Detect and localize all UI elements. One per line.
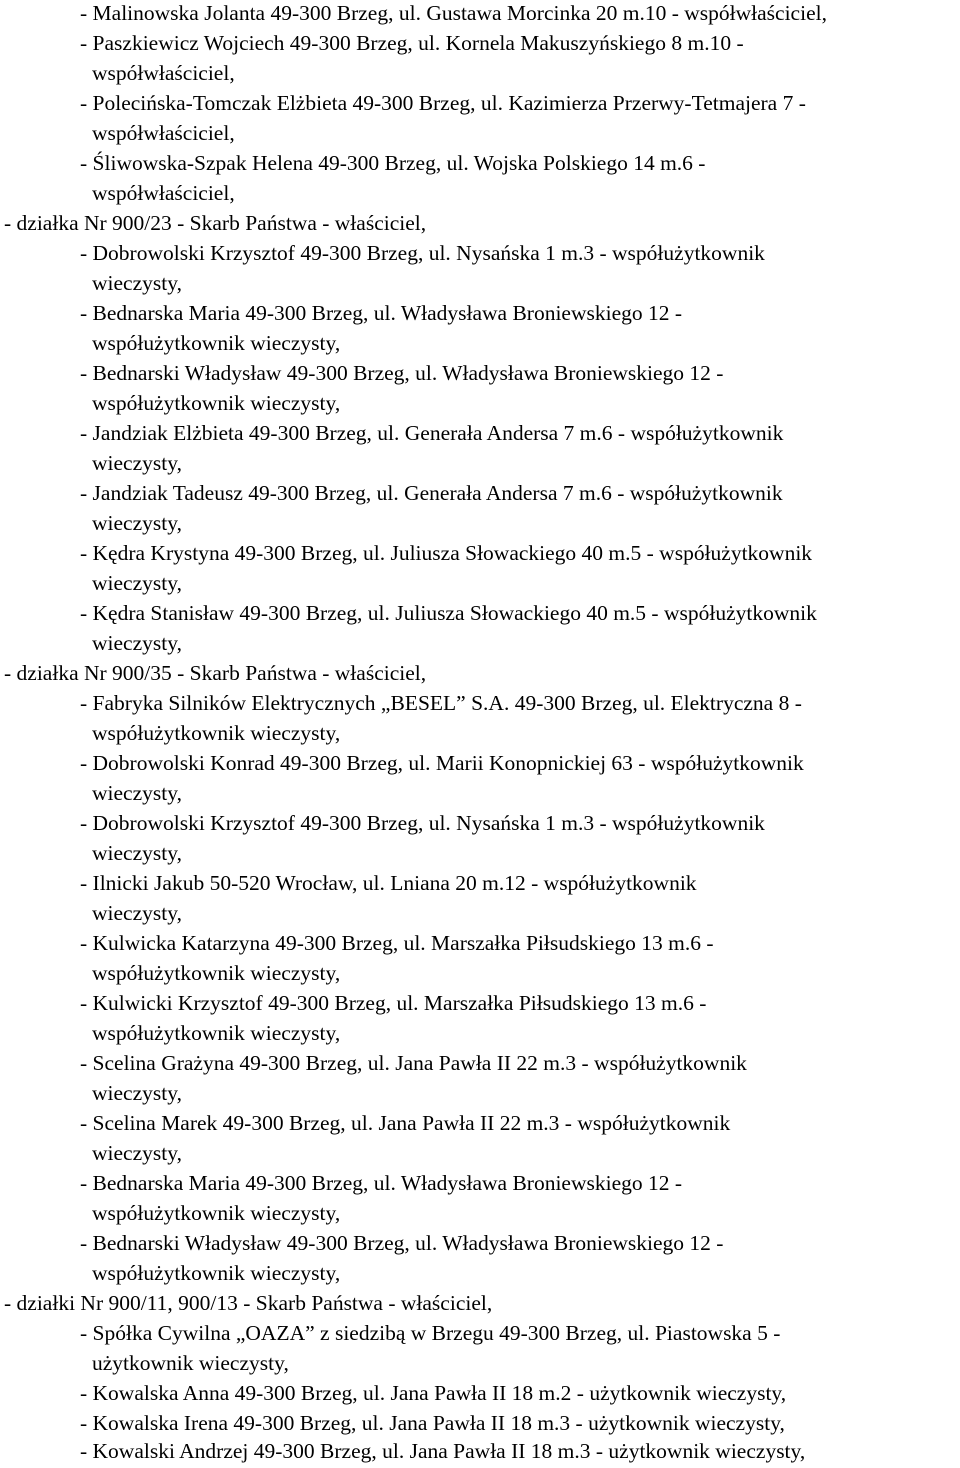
text-line: współużytkownik wieczysty, (92, 1261, 341, 1285)
text-line: - Jandziak Tadeusz 49-300 Brzeg, ul. Generała Andersa 7 m.6 - współużytkownik (80, 481, 783, 505)
text-line: - Dobrowolski Konrad 49-300 Brzeg, ul. Marii Konopnickiej 63 - współużytkownik (80, 751, 804, 775)
text-line: współużytkownik wieczysty, (92, 1021, 341, 1045)
parcel-heading: - działki Nr 900/11, 900/13 - Skarb Państwa - właściciel, (4, 1291, 493, 1315)
text-line: współużytkownik wieczysty, (92, 1201, 341, 1225)
text-line: - Kowalska Irena 49-300 Brzeg, ul. Jana Pawła II 18 m.3 - użytkownik wieczysty, (80, 1411, 785, 1435)
text-line: - Dobrowolski Krzysztof 49-300 Brzeg, ul. Nysańska 1 m.3 - współużytkownik (80, 811, 765, 835)
text-line: - Malinowska Jolanta 49-300 Brzeg, ul. Gustawa Morcinka 20 m.10 - współwłaściciel, (80, 1, 827, 25)
text-line: - Bednarska Maria 49-300 Brzeg, ul. Władysława Broniewskiego 12 - (80, 1171, 683, 1195)
text-line: wieczysty, (92, 1141, 182, 1165)
text-line: wieczysty, (92, 511, 182, 535)
text-line: wieczysty, (92, 451, 182, 475)
text-line: współużytkownik wieczysty, (92, 961, 341, 985)
text-line: współużytkownik wieczysty, (92, 331, 341, 355)
text-line: - Bednarski Władysław 49-300 Brzeg, ul. Władysława Broniewskiego 12 - (80, 1231, 724, 1255)
text-line: wieczysty, (92, 1081, 182, 1105)
text-line: - Kowalska Anna 49-300 Brzeg, ul. Jana Pawła II 18 m.2 - użytkownik wieczysty, (80, 1381, 787, 1405)
text-line: - Polecińska-Tomczak Elżbieta 49-300 Brzeg, ul. Kazimierza Przerwy-Tetmajera 7 - (80, 91, 806, 115)
text-line: współwłaściciel, (92, 121, 235, 145)
text-line: - Kędra Krystyna 49-300 Brzeg, ul. Juliusza Słowackiego 40 m.5 - współużytkownik (80, 541, 813, 565)
text-line: wieczysty, (92, 901, 182, 925)
text-line: wieczysty, (92, 271, 182, 295)
text-line: wieczysty, (92, 841, 182, 865)
text-line: wieczysty, (92, 781, 182, 805)
text-line: - Scelina Grażyna 49-300 Brzeg, ul. Jana Pawła II 22 m.3 - współużytkownik (80, 1051, 747, 1075)
parcel-heading: - działka Nr 900/35 - Skarb Państwa - właściciel, (4, 661, 427, 685)
text-line: - Scelina Marek 49-300 Brzeg, ul. Jana Pawła II 22 m.3 - współużytkownik (80, 1111, 731, 1135)
text-line: współwłaściciel, (92, 181, 235, 205)
text-line: - Dobrowolski Krzysztof 49-300 Brzeg, ul. Nysańska 1 m.3 - współużytkownik (80, 241, 765, 265)
text-line: - Bednarska Maria 49-300 Brzeg, ul. Władysława Broniewskiego 12 - (80, 301, 683, 325)
text-line: współużytkownik wieczysty, (92, 391, 341, 415)
text-line: - Kędra Stanisław 49-300 Brzeg, ul. Juliusza Słowackiego 40 m.5 - współużytkownik (80, 601, 817, 625)
parcel-heading: - działka Nr 900/23 - Skarb Państwa - właściciel, (4, 211, 427, 235)
text-line: - Jandziak Elżbieta 49-300 Brzeg, ul. Generała Andersa 7 m.6 - współużytkownik (80, 421, 784, 445)
text-line: - Spółka Cywilna „OAZA” z siedzibą w Brzegu 49-300 Brzeg, ul. Piastowska 5 - (80, 1321, 781, 1345)
text-line: - Kulwicki Krzysztof 49-300 Brzeg, ul. Marszałka Piłsudskiego 13 m.6 - (80, 991, 707, 1015)
text-line: - Kulwicka Katarzyna 49-300 Brzeg, ul. Marszałka Piłsudskiego 13 m.6 - (80, 931, 714, 955)
text-line: współużytkownik wieczysty, (92, 721, 341, 745)
text-line: współwłaściciel, (92, 61, 235, 85)
text-line: - Śliwowska-Szpak Helena 49-300 Brzeg, ul. Wojska Polskiego 14 m.6 - (80, 151, 706, 175)
text-line: - Fabryka Silników Elektrycznych „BESEL” S.A. 49-300 Brzeg, ul. Elektryczna 8 - (80, 691, 802, 715)
text-line: - Ilnicki Jakub 50-520 Wrocław, ul. Lniana 20 m.12 - współużytkownik (80, 871, 697, 895)
text-line: wieczysty, (92, 571, 182, 595)
text-line: użytkownik wieczysty, (92, 1351, 289, 1375)
text-line: - Paszkiewicz Wojciech 49-300 Brzeg, ul. Kornela Makuszyńskiego 8 m.10 - (80, 31, 744, 55)
text-line: wieczysty, (92, 631, 182, 655)
text-line: - Bednarski Władysław 49-300 Brzeg, ul. Władysława Broniewskiego 12 - (80, 361, 724, 385)
text-line: - Kowalski Andrzej 49-300 Brzeg, ul. Jana Pawła II 18 m.3 - użytkownik wieczysty, (80, 1439, 806, 1463)
